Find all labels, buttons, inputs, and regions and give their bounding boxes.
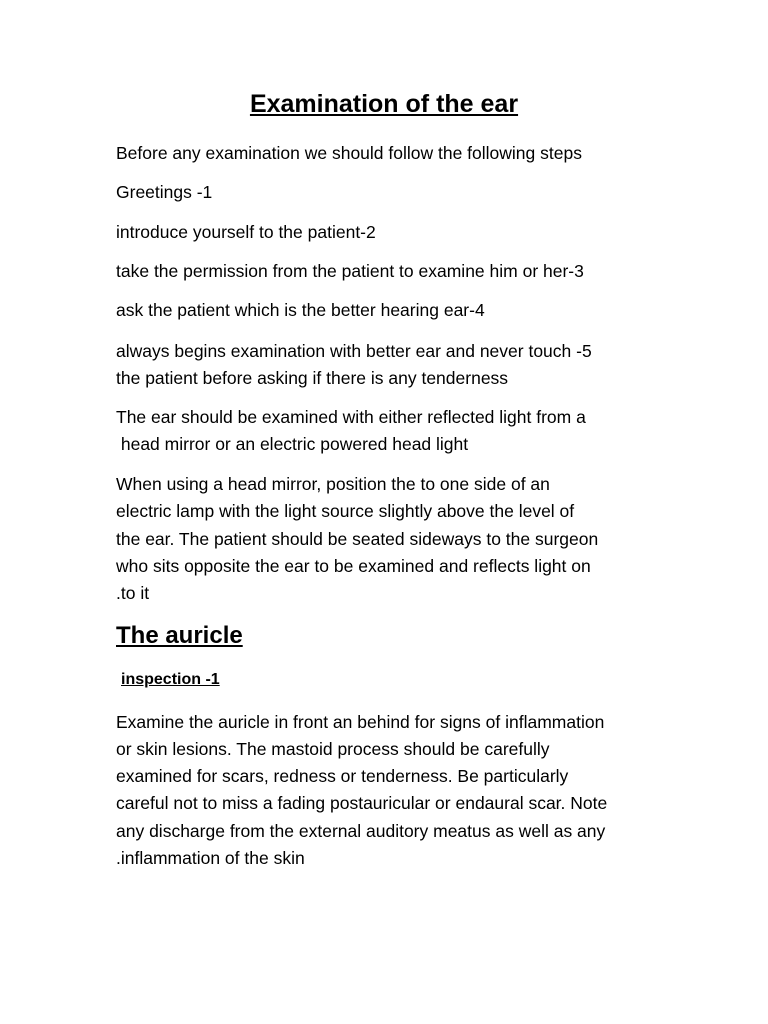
light-paragraph-line-1: The ear should be examined with either reflected light from a — [116, 407, 586, 427]
mirror-paragraph-line-5: .to it — [116, 583, 150, 603]
mirror-paragraph-line-4: who sits opposite the ear to be examined and reflects light on — [116, 556, 591, 576]
step-4: ask the patient which is the better hearing ear-4 — [116, 300, 485, 320]
auricle-paragraph-line-2: or skin lesions. The mastoid process should be carefully — [116, 739, 550, 759]
page-title: Examination of the ear — [249, 90, 519, 118]
step-1: Greetings -1 — [116, 182, 213, 202]
mirror-paragraph-line-2: electric lamp with the light source slightly above the level of — [116, 501, 575, 521]
auricle-paragraph-line-5: any discharge from the external auditory meatus as well as any — [116, 821, 606, 841]
auricle-paragraph-line-4: careful not to miss a fading postauricular or endaural scar. Note — [116, 793, 608, 813]
mirror-paragraph-line-3: the ear. The patient should be seated sideways to the surgeon — [116, 529, 599, 549]
step-2: introduce yourself to the patient-2 — [116, 222, 376, 242]
section-heading-auricle: The auricle — [116, 622, 243, 649]
auricle-paragraph-line-3: examined for scars, redness or tenderness. Be particularly — [116, 766, 569, 786]
intro-text: Before any examination we should follow the following steps — [116, 143, 582, 163]
step-5-line-2: the patient before asking if there is any tenderness — [116, 368, 509, 388]
step-5-line-1: always begins examination with better ear and never touch -5 — [116, 341, 592, 361]
subheading-inspection: inspection -1 — [121, 671, 220, 688]
step-3: take the permission from the patient to examine him or her-3 — [116, 261, 584, 281]
auricle-paragraph-line-6: .inflammation of the skin — [116, 848, 305, 868]
mirror-paragraph-line-1: When using a head mirror, position the to one side of an — [116, 474, 550, 494]
auricle-paragraph-line-1: Examine the auricle in front an behind for signs of inflammation — [116, 712, 605, 732]
light-paragraph-line-2: head mirror or an electric powered head light — [116, 434, 469, 454]
